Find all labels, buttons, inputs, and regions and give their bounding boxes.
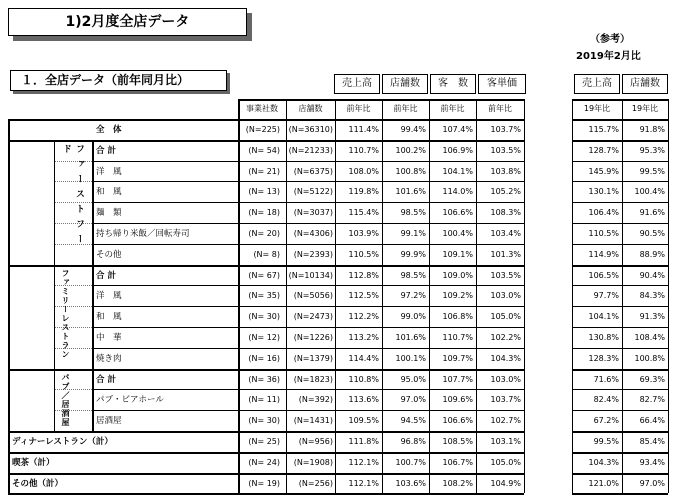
yoy-value: 99.9% bbox=[400, 249, 426, 259]
group-label-fr: ファミリーレストラン bbox=[61, 268, 70, 359]
yoy-value: 110.7% bbox=[348, 145, 379, 155]
header-customers: 客 数 bbox=[430, 74, 476, 94]
yoy-value: 111.4% bbox=[348, 125, 379, 134]
yoy-value: 103.4% bbox=[490, 229, 521, 238]
yoy-value: 109.0% bbox=[442, 270, 473, 280]
yoy-value: 106.9% bbox=[442, 145, 473, 155]
ref-value: 90.5% bbox=[639, 229, 665, 238]
company-count: (N= 67) bbox=[248, 270, 280, 280]
grid-line bbox=[8, 119, 10, 493]
yoy-value: 103.5% bbox=[490, 270, 521, 280]
yoy-value: 106.8% bbox=[442, 312, 473, 322]
yoy-value: 103.8% bbox=[490, 166, 521, 176]
ref-value: 90.4% bbox=[639, 270, 665, 280]
grid-line bbox=[572, 161, 668, 162]
grid-line bbox=[8, 119, 524, 121]
grid-line bbox=[8, 473, 524, 475]
company-count: (N= 8) bbox=[253, 249, 280, 259]
store-count: (N=3037) bbox=[293, 208, 333, 218]
company-count: (N= 16) bbox=[248, 353, 280, 363]
grid-line bbox=[92, 327, 524, 328]
yoy-value: 101.6% bbox=[395, 187, 426, 197]
row-label: 喫茶（計） bbox=[12, 457, 55, 468]
yoy-value: 108.3% bbox=[490, 208, 521, 218]
yoy-value: 105.0% bbox=[490, 457, 521, 467]
grid-line bbox=[286, 99, 287, 493]
ref-value: 114.9% bbox=[588, 249, 619, 259]
grid-line bbox=[92, 348, 524, 349]
yoy-value: 106.6% bbox=[442, 208, 473, 218]
ref-value: 82.4% bbox=[593, 395, 619, 405]
yoy-value: 98.5% bbox=[400, 208, 426, 218]
yoy-value: 100.8% bbox=[395, 166, 426, 176]
ref-value: 104.3% bbox=[588, 457, 619, 467]
yoy-value: 104.3% bbox=[490, 353, 521, 363]
yoy-value: 100.4% bbox=[442, 229, 473, 238]
store-count: (N=1379) bbox=[293, 353, 333, 363]
ref-value: 106.5% bbox=[588, 270, 619, 280]
company-count: (N= 24) bbox=[248, 457, 280, 467]
row-label: パブ・ビアホール bbox=[96, 395, 164, 406]
yoy-value: 105.0% bbox=[490, 312, 521, 322]
header-stores: 店舗数 bbox=[382, 74, 428, 94]
grid-line bbox=[622, 99, 623, 493]
grid-line bbox=[8, 369, 524, 371]
store-count: (N=10134) bbox=[288, 270, 333, 280]
grid-line bbox=[572, 285, 668, 286]
ref-value: 84.3% bbox=[639, 291, 665, 301]
column-header: 前年比 bbox=[440, 104, 465, 113]
yoy-value: 110.7% bbox=[442, 333, 473, 342]
column-header: 前年比 bbox=[393, 104, 418, 113]
yoy-value: 101.3% bbox=[490, 249, 521, 259]
ref-value: 130.8% bbox=[588, 333, 619, 342]
grid-line bbox=[572, 493, 668, 495]
yoy-value: 103.7% bbox=[490, 125, 521, 134]
ref-value: 100.8% bbox=[634, 353, 665, 363]
ref-value: 93.4% bbox=[639, 457, 665, 467]
company-count: (N= 18) bbox=[248, 208, 280, 218]
yoy-value: 102.7% bbox=[490, 416, 521, 426]
ref-header-stores: 店舗数 bbox=[622, 74, 668, 94]
ref-value: 115.7% bbox=[588, 125, 619, 134]
page-title: 1)2月度全店データ bbox=[8, 8, 247, 36]
grid-line bbox=[668, 99, 669, 493]
reference-label: （参考） bbox=[590, 34, 630, 45]
yoy-value: 103.0% bbox=[490, 374, 521, 384]
yoy-value: 103.9% bbox=[348, 229, 379, 238]
section-title: １．全店データ（前年同月比） bbox=[10, 70, 227, 91]
ref-value: 145.9% bbox=[588, 166, 619, 176]
grid-line bbox=[335, 99, 336, 493]
row-label: 合 計 bbox=[96, 270, 116, 281]
ref-column-header: 19年比 bbox=[583, 104, 611, 113]
store-count: (N=5056) bbox=[293, 291, 333, 301]
grid-line bbox=[92, 389, 524, 390]
yoy-value: 103.6% bbox=[395, 478, 426, 488]
store-count: (N=2473) bbox=[293, 312, 333, 322]
yoy-value: 107.7% bbox=[442, 374, 473, 384]
header-avg-spend: 客単価 bbox=[478, 74, 526, 94]
grid-line bbox=[92, 161, 524, 162]
ref-value: 106.4% bbox=[588, 208, 619, 218]
grid-line bbox=[572, 369, 668, 371]
company-count: (N= 21) bbox=[248, 166, 280, 176]
yoy-value: 103.0% bbox=[490, 291, 521, 301]
ref-value: 97.0% bbox=[639, 478, 665, 488]
row-label: 中 華 bbox=[96, 333, 122, 343]
row-label: 合 計 bbox=[96, 374, 116, 385]
grid-line bbox=[572, 119, 668, 121]
group-label-ff: ファーストフード bbox=[61, 143, 84, 249]
ref-value: 66.4% bbox=[639, 416, 665, 426]
ref-value: 82.7% bbox=[639, 395, 665, 405]
store-count: (N=1226) bbox=[293, 333, 333, 342]
yoy-value: 113.2% bbox=[348, 333, 379, 342]
grid-line bbox=[572, 202, 668, 203]
header-sales: 売上高 bbox=[334, 74, 380, 94]
row-label: 和 風 bbox=[96, 187, 122, 198]
yoy-value: 108.5% bbox=[442, 437, 473, 446]
grid-line bbox=[572, 431, 668, 433]
grid-line bbox=[92, 181, 524, 182]
store-count: (N=1908) bbox=[293, 457, 333, 467]
row-label: 焼き肉 bbox=[96, 353, 122, 364]
row-label: 合 計 bbox=[96, 145, 116, 156]
column-header: 事業社数 bbox=[246, 104, 278, 113]
ref-value: 121.0% bbox=[588, 478, 619, 488]
yoy-value: 111.8% bbox=[348, 437, 379, 446]
ref-header-sales: 売上高 bbox=[574, 74, 620, 94]
yoy-value: 98.5% bbox=[400, 270, 426, 280]
company-count: (N= 30) bbox=[248, 312, 280, 322]
ref-value: 128.3% bbox=[588, 353, 619, 363]
company-count: (N= 54) bbox=[248, 145, 280, 155]
ref-value: 130.1% bbox=[588, 187, 619, 197]
grid-line bbox=[572, 389, 668, 390]
row-label: 洋 風 bbox=[96, 166, 122, 177]
grid-line bbox=[524, 99, 525, 493]
grid-line bbox=[8, 493, 524, 495]
grid-line bbox=[8, 265, 524, 267]
ref-value: 91.6% bbox=[639, 208, 665, 218]
store-count: (N=4306) bbox=[293, 229, 333, 238]
yoy-value: 103.1% bbox=[490, 437, 521, 446]
store-count: (N=1823) bbox=[293, 374, 333, 384]
grid-line bbox=[8, 140, 524, 142]
yoy-value: 112.8% bbox=[348, 270, 379, 280]
company-count: (N= 35) bbox=[248, 291, 280, 301]
grid-line bbox=[572, 140, 668, 142]
ref-column-header: 19年比 bbox=[631, 104, 659, 113]
yoy-value: 103.5% bbox=[490, 145, 521, 155]
yoy-value: 112.1% bbox=[348, 478, 379, 488]
company-count: (N= 13) bbox=[248, 187, 280, 197]
yoy-value: 105.2% bbox=[490, 187, 521, 197]
grid-line bbox=[572, 410, 668, 411]
yoy-value: 96.8% bbox=[400, 437, 426, 446]
ref-value: 104.1% bbox=[588, 312, 619, 322]
yoy-value: 112.5% bbox=[348, 291, 379, 301]
yoy-value: 119.8% bbox=[348, 187, 379, 197]
reference-period: 2019年2月比 bbox=[576, 51, 641, 62]
row-label: 和 風 bbox=[96, 312, 122, 323]
yoy-value: 100.2% bbox=[395, 145, 426, 155]
column-header: 前年比 bbox=[346, 104, 371, 113]
grid-line bbox=[572, 99, 573, 493]
row-label: その他（計） bbox=[12, 478, 64, 489]
store-count: (N=21233) bbox=[288, 145, 333, 155]
store-count: (N=36310) bbox=[288, 125, 333, 134]
company-count: (N= 12) bbox=[248, 333, 280, 342]
company-count: (N= 30) bbox=[248, 416, 280, 426]
store-count: (N=1431) bbox=[293, 416, 333, 426]
store-count: (N=956) bbox=[298, 437, 333, 446]
yoy-value: 114.0% bbox=[442, 187, 473, 197]
grid-line bbox=[572, 306, 668, 307]
grid-line bbox=[572, 223, 668, 224]
company-count: (N=225) bbox=[245, 125, 280, 134]
grid-line bbox=[429, 99, 430, 493]
company-count: (N= 20) bbox=[248, 229, 280, 238]
store-count: (N=256) bbox=[298, 478, 333, 488]
grid-line bbox=[572, 181, 668, 182]
row-label: 全 体 bbox=[96, 125, 122, 135]
yoy-value: 112.1% bbox=[348, 457, 379, 467]
ref-value: 99.5% bbox=[639, 166, 665, 176]
grid-line bbox=[8, 452, 524, 454]
ref-value: 97.7% bbox=[593, 291, 619, 301]
row-label: その他 bbox=[96, 249, 122, 260]
yoy-value: 103.7% bbox=[490, 395, 521, 405]
company-count: (N= 36) bbox=[248, 374, 280, 384]
row-label: 洋 風 bbox=[96, 291, 122, 302]
yoy-value: 97.2% bbox=[400, 291, 426, 301]
yoy-value: 113.6% bbox=[348, 395, 379, 405]
store-count: (N=392) bbox=[298, 395, 333, 405]
ref-value: 100.4% bbox=[634, 187, 665, 197]
yoy-value: 100.7% bbox=[395, 457, 426, 467]
grid-line bbox=[572, 244, 668, 245]
row-label: ディナーレストラン（計） bbox=[12, 437, 113, 447]
ref-value: 108.4% bbox=[634, 333, 665, 342]
grid-line bbox=[92, 410, 524, 411]
yoy-value: 112.2% bbox=[348, 312, 379, 322]
ref-value: 69.3% bbox=[639, 374, 665, 384]
grid-line bbox=[572, 265, 668, 267]
grid-line bbox=[238, 99, 524, 101]
yoy-value: 102.2% bbox=[490, 333, 521, 342]
yoy-value: 110.8% bbox=[348, 374, 379, 384]
row-label: 麺 類 bbox=[96, 208, 122, 219]
company-count: (N= 19) bbox=[248, 478, 280, 488]
grid-line bbox=[572, 452, 668, 454]
ref-value: 71.6% bbox=[593, 374, 619, 384]
yoy-value: 97.0% bbox=[400, 395, 426, 405]
yoy-value: 106.7% bbox=[442, 457, 473, 467]
yoy-value: 107.4% bbox=[442, 125, 473, 134]
yoy-value: 110.5% bbox=[348, 249, 379, 259]
grid-line bbox=[92, 285, 524, 286]
ref-value: 67.2% bbox=[593, 416, 619, 426]
ref-value: 91.3% bbox=[639, 312, 665, 322]
group-label-pub: パブ／居酒屋 bbox=[61, 372, 70, 427]
ref-value: 88.9% bbox=[639, 249, 665, 259]
store-count: (N=6375) bbox=[293, 166, 333, 176]
yoy-value: 109.1% bbox=[442, 249, 473, 259]
yoy-value: 108.2% bbox=[442, 478, 473, 488]
yoy-value: 106.6% bbox=[442, 416, 473, 426]
yoy-value: 94.5% bbox=[400, 416, 426, 426]
ref-value: 128.7% bbox=[588, 145, 619, 155]
company-count: (N= 11) bbox=[248, 395, 280, 405]
yoy-value: 108.0% bbox=[348, 166, 379, 176]
yoy-value: 99.0% bbox=[400, 312, 426, 322]
grid-line bbox=[8, 431, 524, 433]
grid-line bbox=[572, 99, 668, 101]
yoy-value: 99.1% bbox=[400, 229, 426, 238]
ref-value: 99.5% bbox=[593, 437, 619, 446]
grid-line bbox=[476, 99, 477, 493]
store-count: (N=2393) bbox=[293, 249, 333, 259]
ref-value: 110.5% bbox=[588, 229, 619, 238]
row-label: 居酒屋 bbox=[96, 416, 122, 427]
grid-line bbox=[572, 473, 668, 475]
grid-line bbox=[572, 327, 668, 328]
yoy-value: 109.2% bbox=[442, 291, 473, 301]
yoy-value: 109.7% bbox=[442, 353, 473, 363]
grid-line bbox=[92, 244, 524, 245]
store-count: (N=5122) bbox=[293, 187, 333, 197]
ref-value: 85.4% bbox=[639, 437, 665, 446]
yoy-value: 109.6% bbox=[442, 395, 473, 405]
grid-line bbox=[382, 99, 383, 493]
column-header: 店舗数 bbox=[298, 104, 323, 113]
grid-line bbox=[92, 223, 524, 224]
column-header: 前年比 bbox=[488, 104, 512, 113]
ref-value: 95.3% bbox=[639, 145, 665, 155]
grid-line bbox=[92, 306, 524, 307]
yoy-value: 109.5% bbox=[348, 416, 379, 426]
company-count: (N= 25) bbox=[248, 437, 280, 446]
ref-value: 91.8% bbox=[639, 125, 665, 134]
yoy-value: 104.9% bbox=[490, 478, 521, 488]
yoy-value: 104.1% bbox=[442, 166, 473, 176]
row-label: 持ち帰り米飯／回転寿司 bbox=[96, 229, 190, 239]
yoy-value: 95.0% bbox=[400, 374, 426, 384]
yoy-value: 99.4% bbox=[400, 125, 426, 134]
grid-line bbox=[572, 348, 668, 349]
yoy-value: 101.6% bbox=[395, 333, 426, 342]
yoy-value: 114.4% bbox=[348, 353, 379, 363]
grid-line bbox=[92, 202, 524, 203]
yoy-value: 115.4% bbox=[348, 208, 379, 218]
yoy-value: 100.1% bbox=[395, 353, 426, 363]
